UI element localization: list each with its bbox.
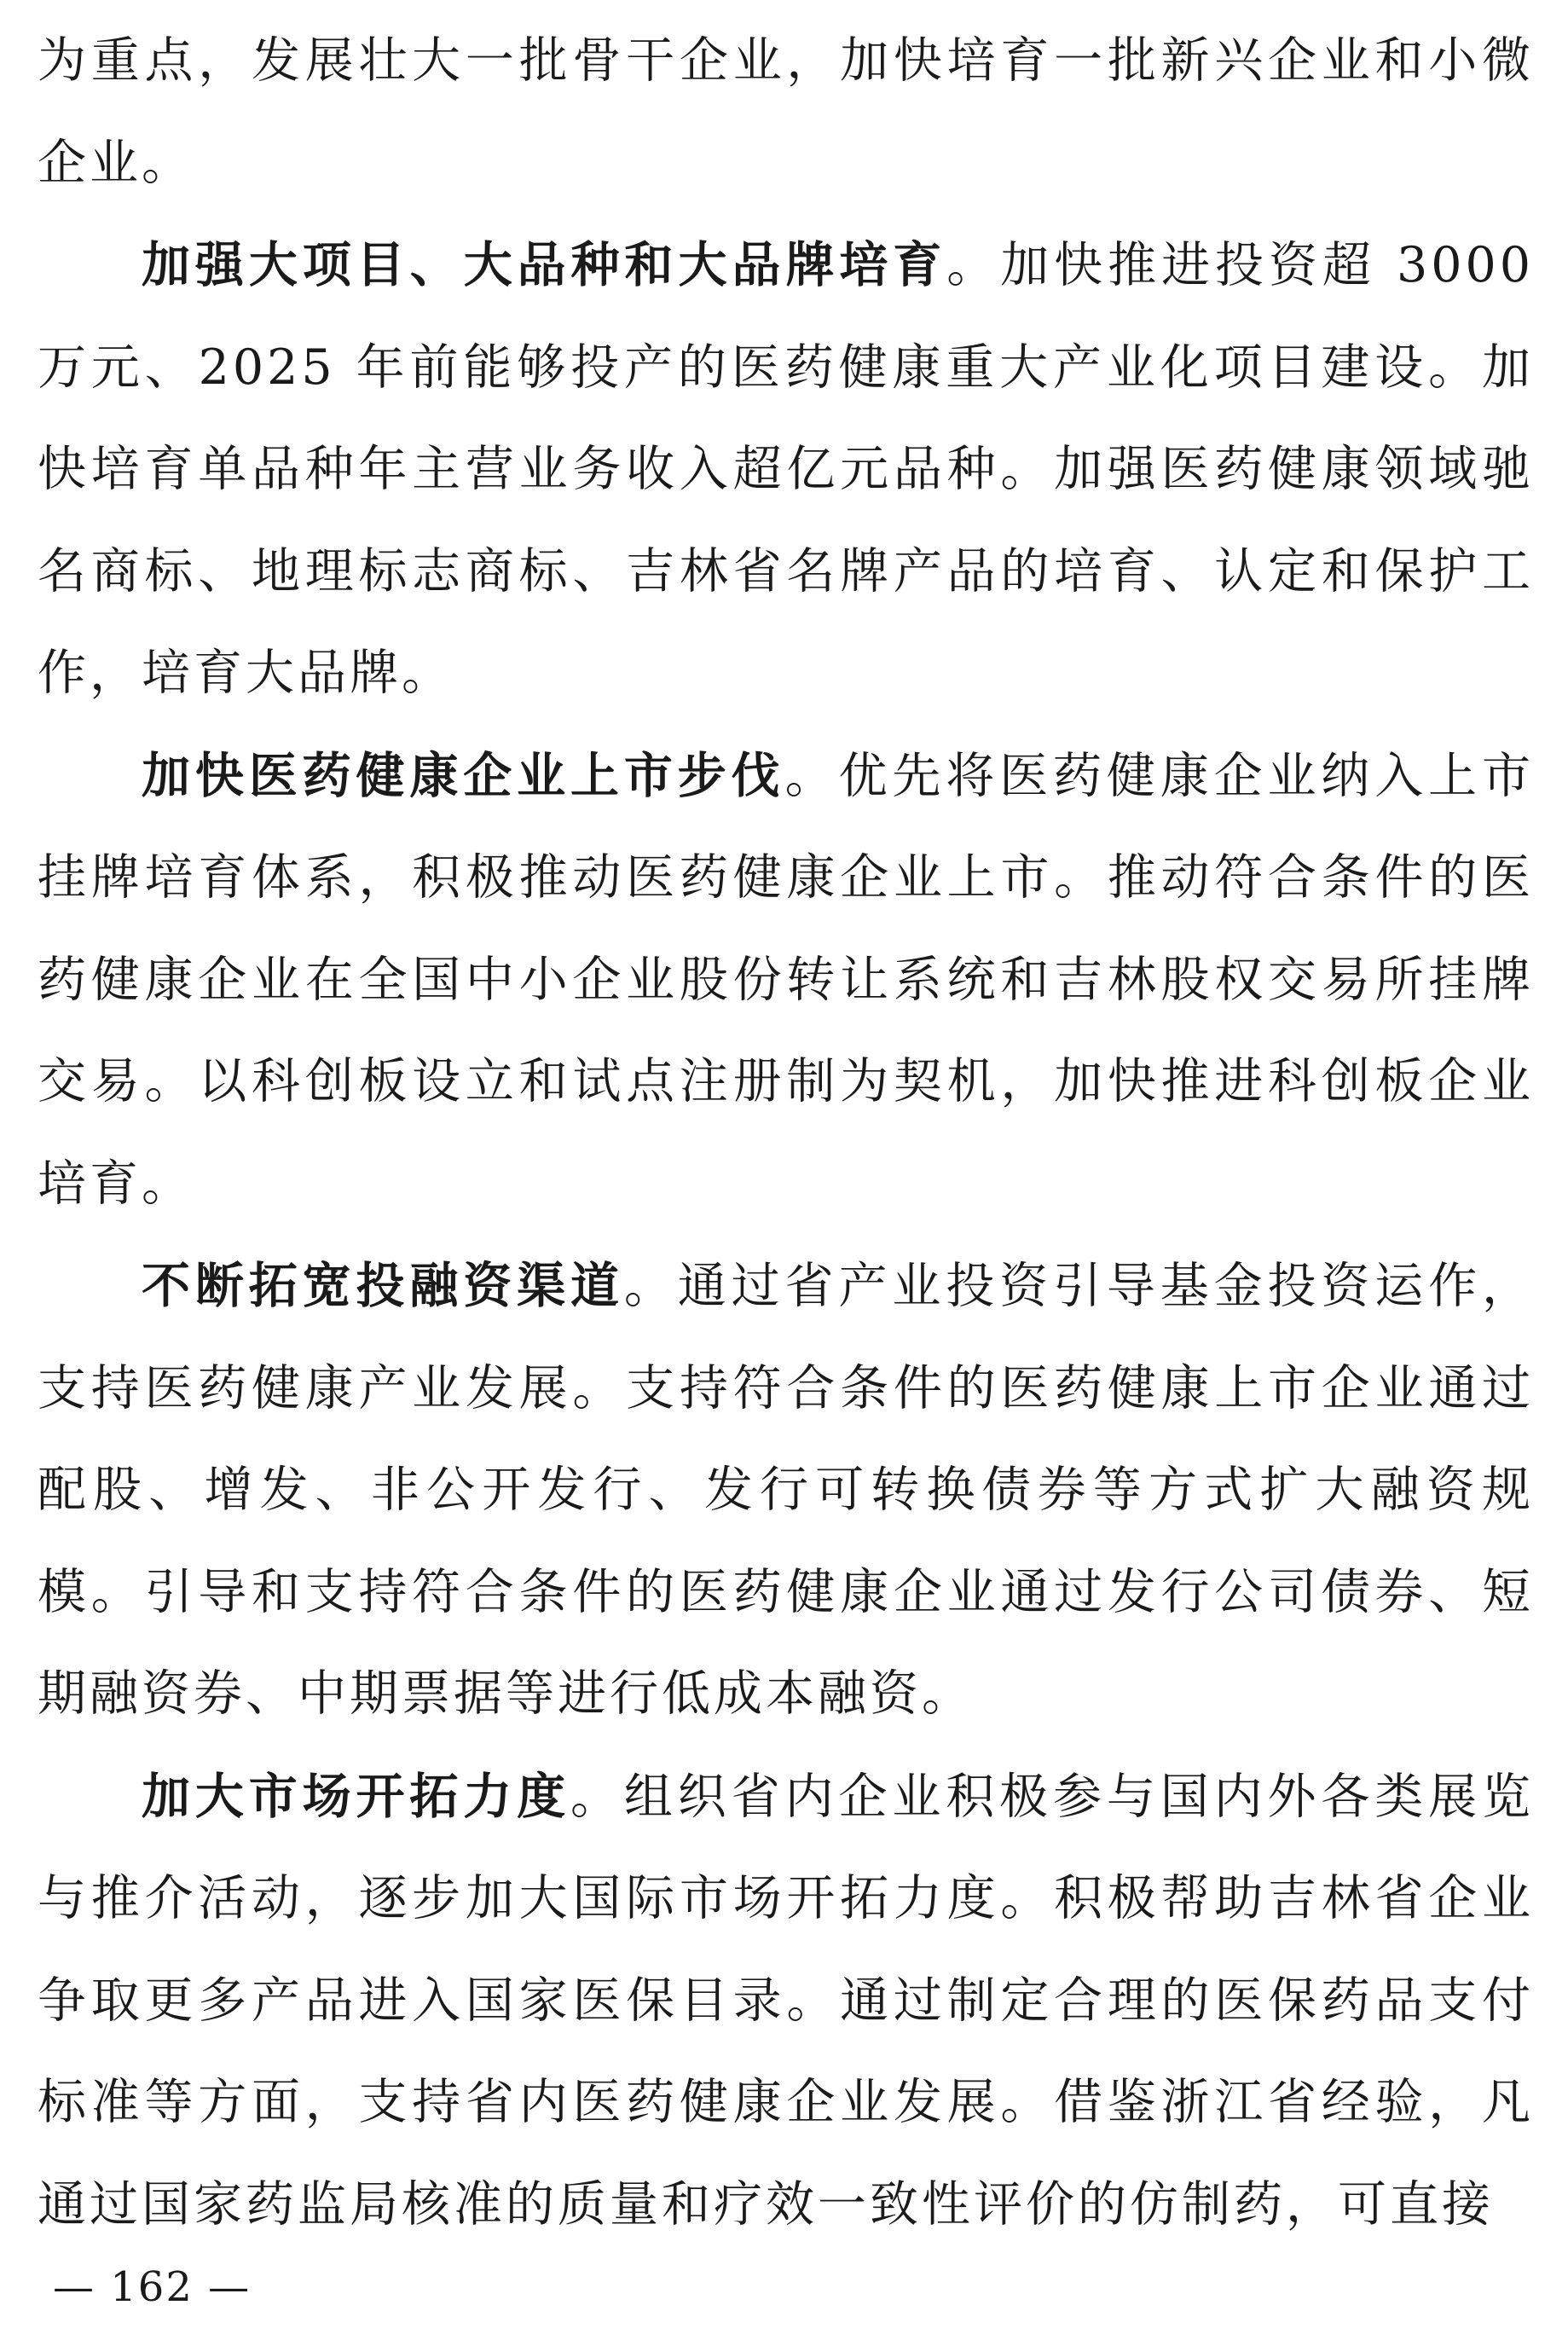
paragraph-lead-heading: 加快医药健康企业上市步伐 bbox=[142, 746, 785, 804]
paragraph-lead-heading: 不断拓宽投融资渠道 bbox=[142, 1257, 624, 1314]
paragraph-lead-heading: 加大市场开拓力度 bbox=[142, 1767, 571, 1825]
paragraph-financing bbox=[38, 1235, 1534, 1746]
paragraph-text: 为重点，发展壮大一批骨干企业，加快培育一批新兴企业和小微企业。 bbox=[38, 32, 1534, 191]
paragraph-continuation bbox=[38, 10, 1534, 214]
body-text bbox=[38, 10, 1534, 2256]
paragraph-lead-heading: 加强大项目、大品种和大品牌培育 bbox=[142, 236, 947, 293]
paragraph-listing bbox=[38, 725, 1534, 1236]
paragraph-brand-cultivation bbox=[38, 214, 1534, 725]
page-number: — 162 — bbox=[53, 2263, 252, 2311]
paragraph-market bbox=[38, 1746, 1534, 2256]
paragraph-text: 。通过省产业投资引导基金投资运作，支持医药健康产业发展。支持符合条件的医药健康上市企业通过配股、增发、非公开发行、发行可转换债券等方式扩大融资规模。引导和支持符合条件的医药健康企业通过发行公司债券、短期融资券、中期票据等进行低成本融资。 bbox=[38, 1258, 1535, 1722]
paragraph-text: 。优先将医药健康企业纳入上市挂牌培育体系，积极推动医药健康企业上市。推动符合条件的医药健康企业在全国中小企业股份转让系统和吉林股权交易所挂牌交易。以科创板设立和试点注册制为契机，加快推进科创板企业培育。 bbox=[38, 747, 1535, 1212]
paragraph-text: 。加快推进投资超 3000 万元、2025 年前能够投产的医药健康重大产业化项目建设。加快培育单品种年主营业务收入超亿元品种。加强医药健康领域驰名商标、地理标志商标、吉林省名牌产品的培育、认定和保护工作，培育大品牌。 bbox=[38, 237, 1534, 701]
paragraph-text: 。组织省内企业积极参与国内外各类展览与推介活动，逐步加大国际市场开拓力度。积极帮助吉林省企业争取更多产品进入国家医保目录。通过制定合理的医保药品支付标准等方面，支持省内医药健康企业发展。借鉴浙江省经验，凡通过国家药监局核准的质量和疗效一致性评价的仿制药，可直接 bbox=[38, 1768, 1535, 2233]
